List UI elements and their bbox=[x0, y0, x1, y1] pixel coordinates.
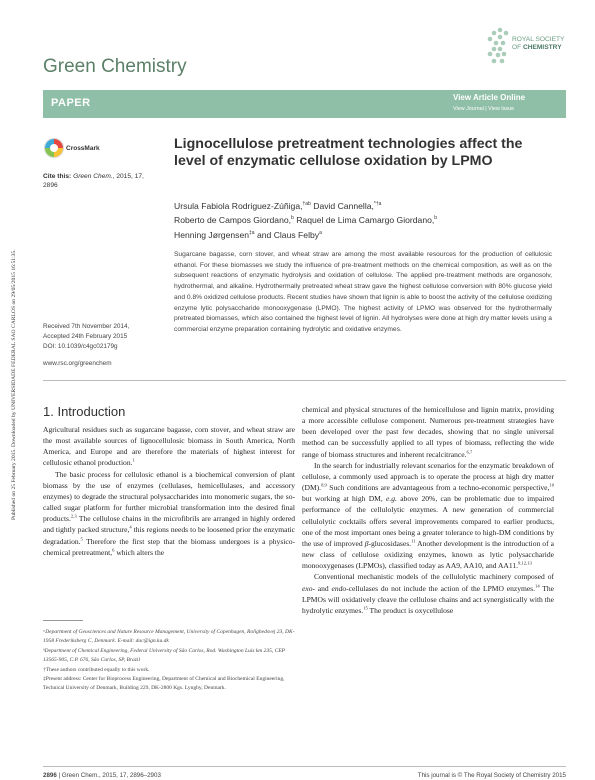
section-divider bbox=[43, 380, 566, 381]
intro-paragraph-3: In the search for industrially relevant scenarios for the enzymatic breakdown of cellulose, a commonly used approach is to operate the process at high dry matter (DM).$^{8,9}$ Such conditions are advantageous from a techno-economic perspective,$^{10}$ but working at high DM, e.g. above 20%, can be problematic due to impaired performance of the cellulolytic enzymes. A new generation of commercial cellulolytic cocktails offers several improvements compared to earlier products, one of the most important ones being a greater tolerance to high-DM conditions by the use of improved β-glucosidases.$^{11}$ Another development is the introduction of a new class of cellulose oxidizing enzymes, known as lytic polysaccharide monooxygenases (LPMOs), classified today as AA9, AA10, and AA11.$^{9,12,13}$ bbox=[302, 460, 554, 571]
article-title: Lignocellulose pretreatment technologies affect the level of enzymatic cellulose oxidation by LPMO bbox=[174, 136, 523, 169]
cite-page: 2896 bbox=[43, 182, 58, 189]
intro-paragraph-2-cont: chemical and physical structures of the hemicellulose and lignin matrix, providing a more accessible cellulose component. Numerous pre-treatment strategies have been developed over the past few decades, showing that no single universal method can be successfully applied to all types of biomass, reflecting the wide range of biomass structures and inherent recalcitrance.$^{6,7}$ bbox=[302, 405, 554, 459]
article-history bbox=[43, 322, 163, 368]
download-notice-text: Published on 25 February 2015. Downloaded by UNIVERSIDADE FEDERAL SAO CARLOS on 29/05/2015 16:51:35. bbox=[11, 249, 17, 520]
footer-rule bbox=[43, 766, 566, 767]
cite-year-vol: 2015, 17, bbox=[116, 173, 144, 180]
view-journal-issue-links[interactable]: View Journal | View Issue bbox=[453, 106, 515, 112]
cite-this bbox=[43, 172, 158, 190]
author-line-3: Henning Jørgensen$^{\ddagger a}$ and Claus Felby$^a$ bbox=[174, 229, 322, 240]
accepted-date: Accepted 24th February 2015 bbox=[43, 332, 128, 340]
footnote-rule bbox=[43, 620, 83, 621]
footnotes bbox=[43, 628, 295, 694]
intro-paragraph-1: Agricultural residues such as sugarcane bagasse, corn stover, and wheat straw are the most available sources of lignocellulosic biomass in South America, North America, and Europe and are therefore the materials of highest interest for cellulosic ethanol production.$^1$ bbox=[43, 425, 295, 468]
rsc-logo-text bbox=[512, 36, 564, 51]
article-type: PAPER bbox=[51, 97, 91, 109]
footer-journal-citation: Green Chem., 2015, 17, 2896–2903 bbox=[61, 772, 161, 779]
journal-name: Green Chemistry bbox=[43, 56, 187, 77]
received-date: Received 7th November 2014, bbox=[43, 323, 130, 330]
intro-paragraph-2: The basic process for cellulosic ethanol is a biochemical conversion of plant biomass by the use of enzymes (cellulases, hemicellulases, and accessory enzymes) to degrade the structural polysaccharides into monomeric sugars, the so-called sugar platform for further microbial transformation into the desired final products.$^{2,3}$ The cellulose chains in the microfibrils are arranged in highly ordered and tightly packed structure,$^4$ this regions needs to be loosened prior the enzymatic degradation.$^5$ Therefore the first step that the biomass undergoes is a physico-chemical pretreatment,$^6$ which alters the bbox=[43, 469, 295, 557]
rsc-logo-line1: ROYAL SOCIETY bbox=[512, 36, 565, 43]
footer-copyright: This journal is © The Royal Society of Chemistry 2015 bbox=[417, 772, 566, 779]
footnote-present-address: ‡Present address: Center for Bioprocess Engineering, Department of Chemical and Biochemical Engineering, Technical University of Denmark, Building 229, DK-2800 Kgs. Lyngby, Denmark. bbox=[43, 676, 285, 692]
rsc-logo-line2: OF CHEMISTRY bbox=[512, 43, 562, 51]
author-line-1: Ursula Fabiola Rodriguez-Zúñiga,$^{\dagger ab}$ David Cannella,$^{*\dagger a}$ bbox=[174, 200, 382, 211]
abstract: Sugarcane bagasse, corn stover, and wheat straw are among the most available resources for the production of cellulosic ethanol. For these biomasses we study the influence of pre-treatment methods on the chemical composition, as well as on the subsequent reactions of enzymatic hydrolysis and oxidation of cellulose. The applied pre-treatment methods are organosolv, hydrothermal, and alkaline. Hydrothermally pretreated wheat straw gave the highest cellulose conversion with 80% glucose yield and 0.8% oxidized cellulose products. Recent studies have shown that lignin is able to boost the activity of the cellulose oxidizing enzyme lytic polysaccharide monooxygenase (LPMO). The highest activity of LPMO was observed for the hydrothermally pretreated biomasses, which also contained the highest level of lignin. All hydrolyses were done at high dry matter levels using a commercial enzyme preparation containing hydrolytic and oxidative enzymes. bbox=[174, 251, 553, 333]
intro-paragraph-4: Conventional mechanistic models of the cellulolytic machinery composed of exo- and endo-cellulases do not include the action of the LPMO enzymes.$^{14}$ The LPMOs will oxidatively cleave the cellulose chains and act synergistically with the hydrolytic enzymes.$^{15}$ The product is oxycellulose bbox=[302, 572, 555, 615]
author-line-2: Roberto de Campos Giordano,$^b$ Raquel de Lima Camargo Giordano,$^b$ bbox=[174, 215, 438, 226]
footnote-affiliation-b: ᵇDepartment of Chemical Engineering, Federal University of São Carlos, Rod. Washington Luis km 235, CEP 13565-905, C.P. 676, São Carlos, SP, Brazil bbox=[43, 647, 285, 664]
introduction-heading: 1. Introduction bbox=[43, 404, 126, 419]
footnote-affiliation-a: ᵃDepartment of Geosciences and Nature Resource Management, University of Copenhagen, Rolighedsvej 23, DK-1958 Frederiksberg C, Denmark. E-mail: dac@ign.ku.dk bbox=[43, 629, 295, 645]
author-list bbox=[174, 198, 514, 241]
view-article-online-link[interactable]: View Article Online bbox=[453, 93, 526, 102]
footer-citation: 2896 | Green Chem., 2015, 17, 2896–2903 bbox=[43, 772, 161, 779]
cite-prefix: Cite this: bbox=[43, 173, 72, 180]
doi[interactable]: DOI: 10.1039/c4gc02179g bbox=[43, 343, 118, 351]
cite-journal: Green Chem., bbox=[73, 173, 115, 180]
crossmark-label[interactable]: CrossMark bbox=[66, 145, 100, 152]
journal-website-link[interactable]: www.rsc.org/greenchem bbox=[43, 359, 112, 367]
page-number: 2896 bbox=[43, 772, 57, 779]
body-column-left bbox=[43, 424, 295, 558]
body-column-right bbox=[302, 404, 554, 616]
download-notice bbox=[3, 100, 17, 520]
footnote-equal-contribution: †These authors contributed equally to this work. bbox=[43, 666, 150, 673]
